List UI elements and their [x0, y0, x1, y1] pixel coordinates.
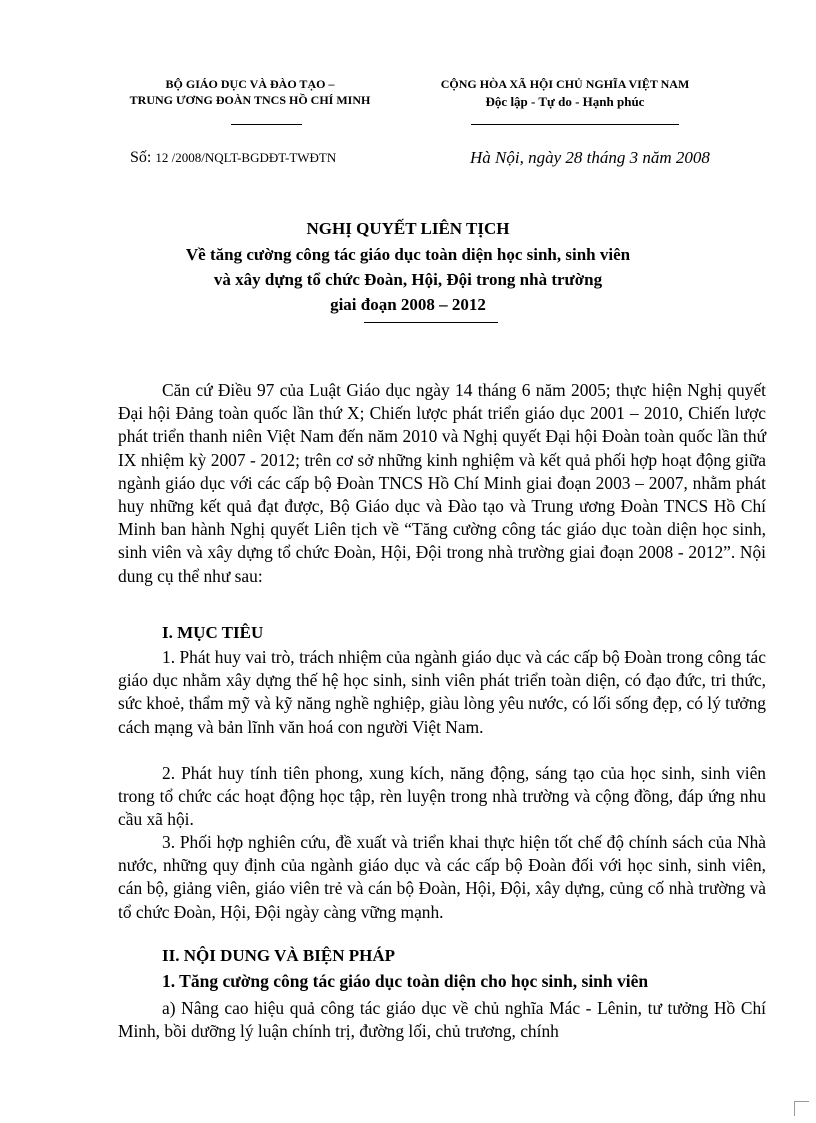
doc-title-line-2: Về tăng cường công tác giáo dục toàn diện học sinh, sinh viên: [185, 245, 631, 264]
doc-title-line-3: và xây dựng tổ chức Đoàn, Hội, Đội trong nhà trường: [213, 270, 603, 289]
doc-title-line-4: giai đoạn 2008 – 2012: [330, 295, 486, 314]
objective-1: 1. Phát huy vai trò, trách nhiệm của ngành giáo dục và các cấp bộ Đoàn trong công tác giáo dục nhằm xây dựng thế hệ học sinh, sinh viên phát triển toàn diện, có đạo đức, tri thức, sức khoẻ, thẩm mỹ và kỹ năng nghề nghiệp, giàu lòng yêu nước, có lối sống đẹp, có lý tưởng cách mạng và bản lĩnh văn hoá con người Việt Nam.: [118, 647, 766, 737]
objective-3: 3. Phối hợp nghiên cứu, đề xuất và triển khai thực hiện tốt chế độ chính sách của Nhà nước, những quy định của ngành giáo dục và các cấp bộ Đoàn đối với học sinh, sinh viên, cán bộ, giảng viên, giáo viên trẻ và cán bộ Đoàn, Hội, Đội, xây dựng, củng cố nhà trường và tổ chức Đoàn, Hội, Đội ngày càng vững mạnh.: [118, 832, 766, 922]
national-motto: Độc lập - Tự do - Hạnh phúc: [485, 94, 645, 109]
number-label: Số:: [130, 149, 152, 166]
doc-title-line-1: NGHỊ QUYẾT LIÊN TỊCH: [306, 219, 510, 238]
issuer-underline: [231, 124, 302, 125]
motto-underline: [471, 124, 679, 125]
place-date: Hà Nội, ngày 28 tháng 3 năm 2008: [470, 148, 710, 167]
intro-paragraph: Căn cứ Điều 97 của Luật Giáo dục ngày 14 tháng 6 năm 2005; thực hiện Nghị quyết Đại hội Đảng toàn quốc lần thứ X; Chiến lược phát triển giáo dục 2001 – 2010, Chiến lược phát triển thanh niên Việt Nam đến năm 2010 và Nghị quyết Đại hội Đoàn toàn quốc lần thứ IX nhiệm kỳ 2007 - 2012; trên cơ sở những kinh nghiệm và kết quả phối hợp hoạt động giữa ngành giáo dục với các cấp bộ Đoàn TNCS Hồ Chí Minh giai đoạn 2003 – 2007, nhằm phát huy những kết quả đạt được, Bộ Giáo dục và Đào tạo và Trung ương Đoàn TNCS Hồ Chí Minh ban hành Nghị quyết Liên tịch về “Tăng cường công tác giáo dục toàn diện học sinh, sinh viên và xây dựng tổ chức Đoàn, Hội, Đội trong nhà trường giai đoạn 2008 - 2012”. Nội dung cụ thể như sau:: [118, 380, 766, 586]
section-heading-objectives: I. MỤC TIÊU: [162, 623, 264, 642]
national-title: CỘNG HÒA XÃ HỘI CHỦ NGHĨA VIỆT NAM: [440, 77, 690, 91]
issuer-line-2: TRUNG ƯƠNG ĐOÀN TNCS HỒ CHÍ MINH: [129, 93, 371, 107]
objective-2: 2. Phát huy tính tiên phong, xung kích, năng động, sáng tạo của học sinh, sinh viên trong tổ chức các hoạt động học tập, rèn luyện trong nhà trường và cộng đồng, đáp ứng nhu cầu xã hội.: [118, 763, 766, 830]
section-heading-content: II. NỘI DUNG VÀ BIỆN PHÁP: [162, 946, 395, 965]
document-number: [130, 149, 336, 167]
page-corner-mark: [794, 1101, 809, 1116]
number-value: 12 /2008/NQLT-BGDĐT-TWĐTN: [155, 150, 337, 165]
title-underline: [364, 322, 498, 323]
subsection-heading-1: 1. Tăng cường công tác giáo dục toàn diện cho học sinh, sinh viên: [162, 971, 649, 991]
paragraph-a: a) Nâng cao hiệu quả công tác giáo dục về chủ nghĩa Mác - Lênin, tư tưởng Hồ Chí Minh, bồi dưỡng lý luận chính trị, đường lối, chủ trương, chính: [118, 998, 766, 1042]
issuer-line-1: BỘ GIÁO DỤC VÀ ĐÀO TẠO –: [165, 77, 335, 91]
